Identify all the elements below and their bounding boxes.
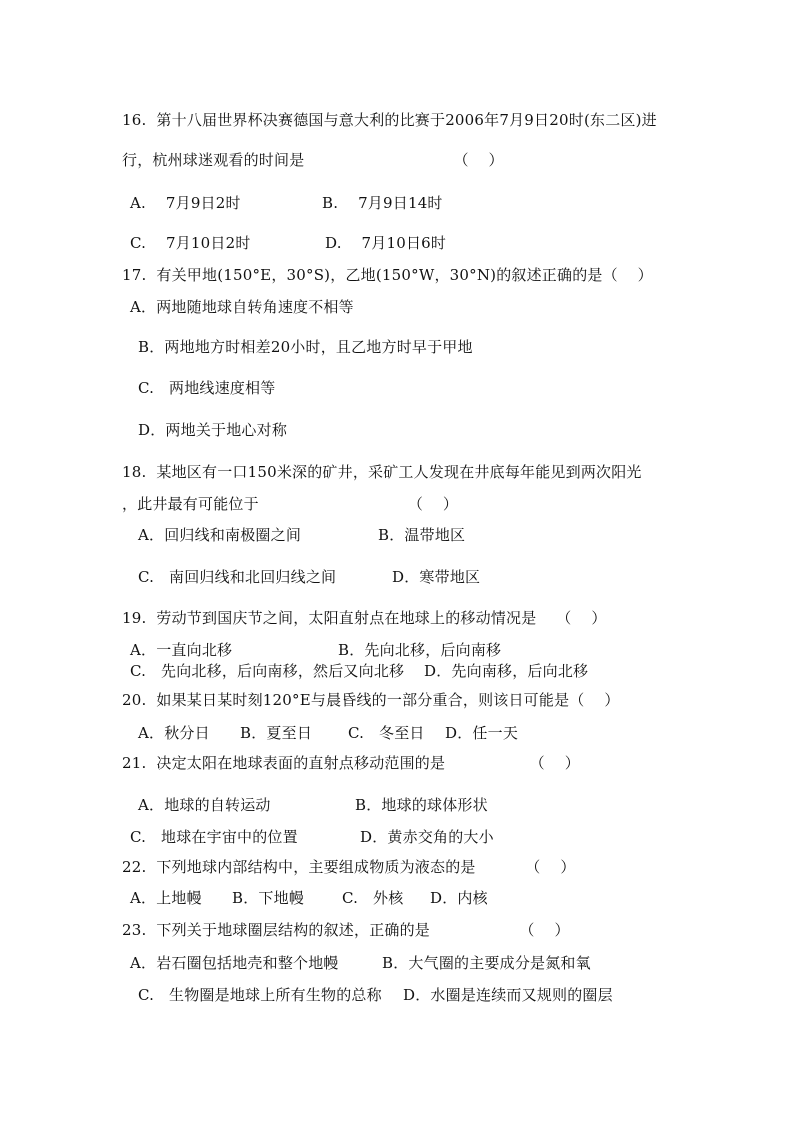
q20-option-a: A．秋分日 [138,724,210,742]
q20-stem: 20. 如果某日某时刻120°E与晨昏线的一部分重合，则该日可能是（ ） [122,691,620,709]
q23-stem: 23. 下列关于地球圈层结构的叙述，正确的是 （ ） [122,921,570,939]
q23-option-b: B．大气圈的主要成分是氮和氧 [382,954,591,972]
q18-stem-line2: ，此井最有可能位于 （ ） [122,495,459,513]
q19-option-b: B．先向北移，后向南移 [338,641,502,659]
q22-option-c: C. 外核 [342,889,404,907]
q22-option-d: D．内核 [430,889,488,907]
q21-option-b: B．地球的球体形状 [355,796,488,814]
q22-option-b: B．下地幔 [232,889,305,907]
q19-option-c: C. 先向北移，后向南移，然后又向北移 [130,662,405,680]
q19-stem: 19. 劳动节到国庆节之间，太阳直射点在地球上的移动情况是 （ ） [122,609,607,627]
q20-option-c: C. 冬至日 [348,724,425,742]
q16-option-a: A. 7月9日2时 [130,194,241,212]
q23-option-a: A．岩石圈包括地壳和整个地幔 [130,954,339,972]
q22-option-a: A．上地幔 [130,889,202,907]
q20-option-b: B．夏至日 [240,724,313,742]
q18-option-d: D．寒带地区 [392,568,481,586]
q23-option-c: C. 生物圈是地球上所有生物的总称 [138,986,382,1004]
q16-option-b: B. 7月9日14时 [322,194,443,212]
q17-option-b: B．两地地方时相差20小时，且乙地方时早于甲地 [138,338,473,356]
q16-stem-line2: 行，杭州球迷观看的时间是 （ ） [122,151,504,169]
q17-option-c: C. 两地线速度相等 [138,379,276,397]
q21-option-c: C. 地球在宇宙中的位置 [130,828,298,846]
q23-option-d: D．水圈是连续而又规则的圈层 [403,986,613,1004]
q20-option-d: D．任一天 [445,724,519,742]
q18-option-c: C. 南回归线和北回归线之间 [138,568,337,586]
q19-option-a: A．一直向北移 [130,641,233,659]
q18-option-b: B．温带地区 [378,526,466,544]
q21-option-d: D．黄赤交角的大小 [360,828,494,846]
q17-stem: 17. 有关甲地(150°E，30°S)，乙地(150°W，30°N)的叙述正确的是（ ） [122,266,653,284]
q16-option-c: C. 7月10日2时 [130,234,251,252]
q21-stem: 21. 决定太阳在地球表面的直射点移动范围的是 （ ） [122,754,580,772]
q18-option-a: A．回归线和南极圈之间 [138,526,302,544]
q19-option-d: D．先向南移，后向北移 [424,662,589,680]
q17-option-d: D．两地关于地心对称 [138,421,288,439]
q17-option-a: A．两地随地球自转角速度不相等 [130,298,354,316]
q21-option-a: A．地球的自转运动 [138,796,271,814]
q18-stem-line1: 18. 某地区有一口150米深的矿井，采矿工人发现在井底每年能见到两次阳光 [122,463,642,481]
q22-stem: 22. 下列地球内部结构中，主要组成物质为液态的是 （ ） [122,858,576,876]
q16-option-d: D. 7月10日6时 [325,234,447,252]
q16-stem-line1: 16. 第十八届世界杯决赛德国与意大利的比赛于2006年7月9日20时(东二区)进 [122,111,657,129]
